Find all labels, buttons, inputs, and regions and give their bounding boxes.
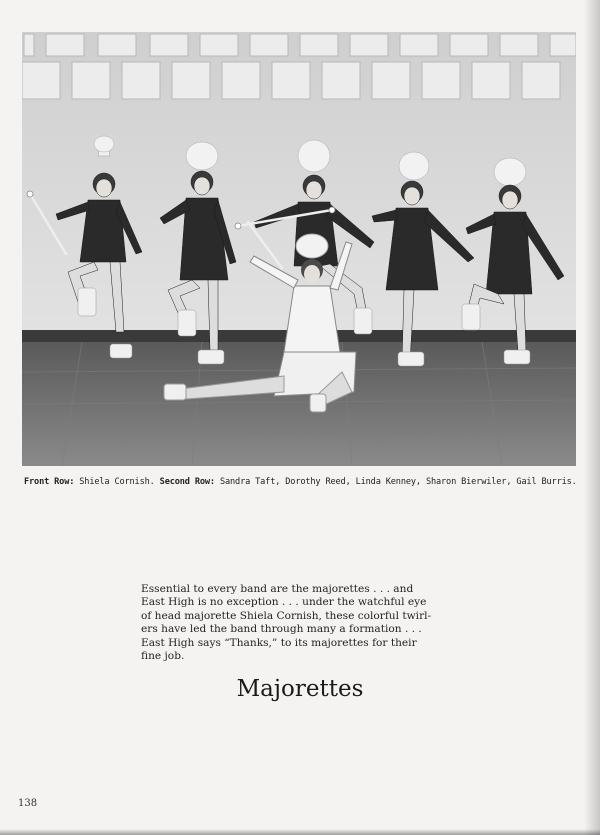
page-bottom-edge: [0, 829, 600, 835]
body-line: Essential to every band are the majorettes . . . and: [141, 583, 414, 595]
page-number: 138: [18, 798, 38, 809]
body-line: East High says “Thanks,” to its majorettes for their: [141, 636, 417, 649]
page-edge-shadow: [584, 0, 600, 835]
section-title: Majorettes: [236, 676, 364, 702]
second-row-names: Sandra Taft, Dorothy Reed, Linda Kenney, Sharon Bierwiler, Gail Burris.: [219, 477, 577, 487]
body-line: ers have led the band through many a formation . . .: [141, 623, 422, 636]
body-line: East High is no exception . . . under the watchful eye: [141, 596, 427, 609]
front-row-label: Front Row:: [24, 477, 75, 487]
front-row-names: Shiela Cornish.: [79, 477, 155, 487]
majorettes-group-photo: [22, 32, 576, 466]
second-row-label: Second Row:: [159, 477, 215, 487]
photo-caption: [24, 477, 584, 487]
body-line: fine job.: [141, 650, 185, 663]
article-body: [141, 583, 461, 663]
body-line: of head majorette Shiela Cornish, these colorful twirl-: [141, 609, 432, 622]
